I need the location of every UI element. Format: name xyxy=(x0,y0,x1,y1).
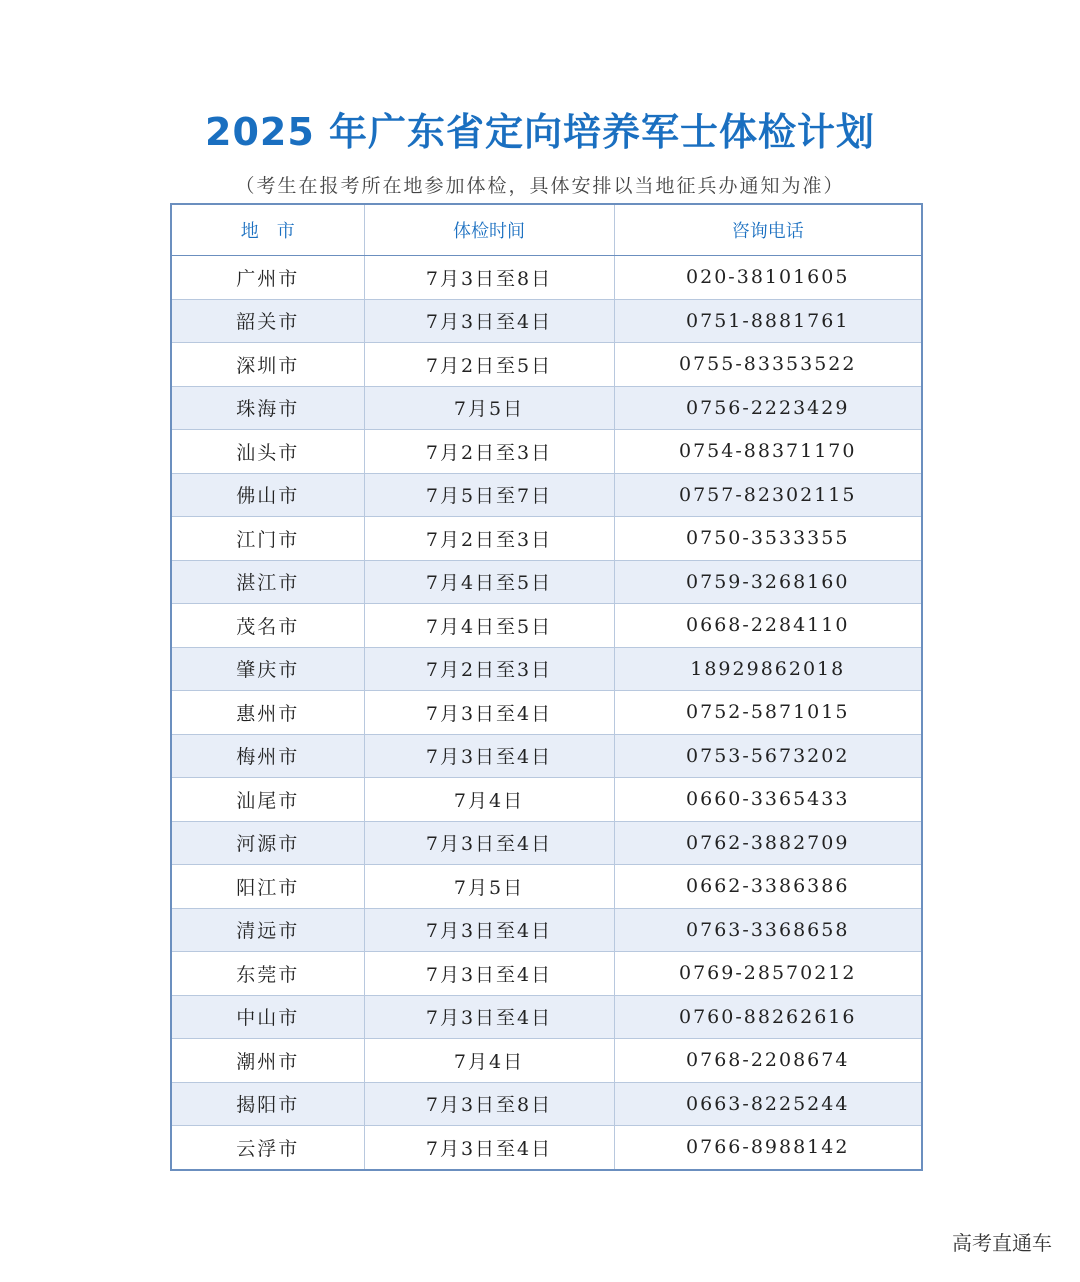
page-title: 2025 年广东省定向培养军士体检计划 xyxy=(205,110,875,154)
table-row xyxy=(171,1039,922,1083)
exam-date-cell: 7月3日至4日 xyxy=(364,995,614,1039)
phone-cell: 0754-88371170 xyxy=(614,430,922,474)
exam-date-cell: 7月4日至5日 xyxy=(364,604,614,648)
phone-cell: 0660-3365433 xyxy=(614,778,922,822)
city-cell: 肇庆市 xyxy=(171,647,364,691)
table-row xyxy=(171,995,922,1039)
phone-cell: 18929862018 xyxy=(614,647,922,691)
phone-cell: 0762-3882709 xyxy=(614,821,922,865)
exam-date-cell: 7月3日至4日 xyxy=(364,908,614,952)
city-cell: 韶关市 xyxy=(171,299,364,343)
table-row xyxy=(171,386,922,430)
city-cell: 珠海市 xyxy=(171,386,364,430)
phone-cell: 0759-3268160 xyxy=(614,560,922,604)
exam-date-cell: 7月4日至5日 xyxy=(364,560,614,604)
header-phone: 咨询电话 xyxy=(614,204,922,256)
phone-cell: 0751-8881761 xyxy=(614,299,922,343)
city-cell: 河源市 xyxy=(171,821,364,865)
phone-cell: 0769-28570212 xyxy=(614,952,922,996)
phone-cell: 0750-3533355 xyxy=(614,517,922,561)
exam-date-cell: 7月2日至3日 xyxy=(364,647,614,691)
city-cell: 佛山市 xyxy=(171,473,364,517)
table-row xyxy=(171,604,922,648)
city-cell: 茂名市 xyxy=(171,604,364,648)
exam-schedule-table xyxy=(170,203,923,1171)
phone-cell: 0763-3368658 xyxy=(614,908,922,952)
city-cell: 汕尾市 xyxy=(171,778,364,822)
phone-cell: 0668-2284110 xyxy=(614,604,922,648)
table-row xyxy=(171,473,922,517)
table-row xyxy=(171,952,922,996)
city-cell: 湛江市 xyxy=(171,560,364,604)
exam-date-cell: 7月3日至4日 xyxy=(364,952,614,996)
exam-date-cell: 7月3日至8日 xyxy=(364,256,614,300)
exam-date-cell: 7月5日 xyxy=(364,386,614,430)
exam-date-cell: 7月2日至3日 xyxy=(364,430,614,474)
phone-cell: 020-38101605 xyxy=(614,256,922,300)
phone-cell: 0662-3386386 xyxy=(614,865,922,909)
table-row xyxy=(171,343,922,387)
exam-date-cell: 7月3日至8日 xyxy=(364,1082,614,1126)
exam-date-cell: 7月2日至3日 xyxy=(364,517,614,561)
phone-cell: 0755-83353522 xyxy=(614,343,922,387)
city-cell: 广州市 xyxy=(171,256,364,300)
header-city: 地 市 xyxy=(171,204,364,256)
phone-cell: 0757-82302115 xyxy=(614,473,922,517)
city-cell: 揭阳市 xyxy=(171,1082,364,1126)
city-cell: 东莞市 xyxy=(171,952,364,996)
city-cell: 深圳市 xyxy=(171,343,364,387)
exam-date-cell: 7月3日至4日 xyxy=(364,821,614,865)
exam-date-cell: 7月5日 xyxy=(364,865,614,909)
table-row xyxy=(171,865,922,909)
exam-date-cell: 7月3日至4日 xyxy=(364,691,614,735)
phone-cell: 0663-8225244 xyxy=(614,1082,922,1126)
city-cell: 中山市 xyxy=(171,995,364,1039)
table-header-row xyxy=(171,204,922,256)
exam-date-cell: 7月2日至5日 xyxy=(364,343,614,387)
city-cell: 梅州市 xyxy=(171,734,364,778)
exam-date-cell: 7月5日至7日 xyxy=(364,473,614,517)
city-cell: 清远市 xyxy=(171,908,364,952)
exam-date-cell: 7月3日至4日 xyxy=(364,299,614,343)
exam-date-cell: 7月4日 xyxy=(364,778,614,822)
table-row xyxy=(171,647,922,691)
phone-cell: 0753-5673202 xyxy=(614,734,922,778)
page-subtitle: （考生在报考所在地参加体检，具体安排以当地征兵办通知为准） xyxy=(235,175,845,197)
city-cell: 阳江市 xyxy=(171,865,364,909)
table-row xyxy=(171,734,922,778)
header-exam-time: 体检时间 xyxy=(364,204,614,256)
table-row xyxy=(171,1126,922,1170)
table-row xyxy=(171,778,922,822)
phone-cell: 0766-8988142 xyxy=(614,1126,922,1170)
table-row xyxy=(171,821,922,865)
phone-cell: 0752-5871015 xyxy=(614,691,922,735)
city-cell: 江门市 xyxy=(171,517,364,561)
table-row xyxy=(171,1082,922,1126)
phone-cell: 0756-2223429 xyxy=(614,386,922,430)
phone-cell: 0768-2208674 xyxy=(614,1039,922,1083)
table-row xyxy=(171,908,922,952)
exam-date-cell: 7月3日至4日 xyxy=(364,1126,614,1170)
table-row xyxy=(171,691,922,735)
phone-cell: 0760-88262616 xyxy=(614,995,922,1039)
table-row xyxy=(171,256,922,300)
city-cell: 云浮市 xyxy=(171,1126,364,1170)
table-row xyxy=(171,299,922,343)
exam-date-cell: 7月4日 xyxy=(364,1039,614,1083)
watermark-text: 高考直通车 xyxy=(952,1231,1052,1255)
table-row xyxy=(171,430,922,474)
city-cell: 汕头市 xyxy=(171,430,364,474)
city-cell: 惠州市 xyxy=(171,691,364,735)
table-row xyxy=(171,517,922,561)
table-row xyxy=(171,560,922,604)
exam-date-cell: 7月3日至4日 xyxy=(364,734,614,778)
city-cell: 潮州市 xyxy=(171,1039,364,1083)
